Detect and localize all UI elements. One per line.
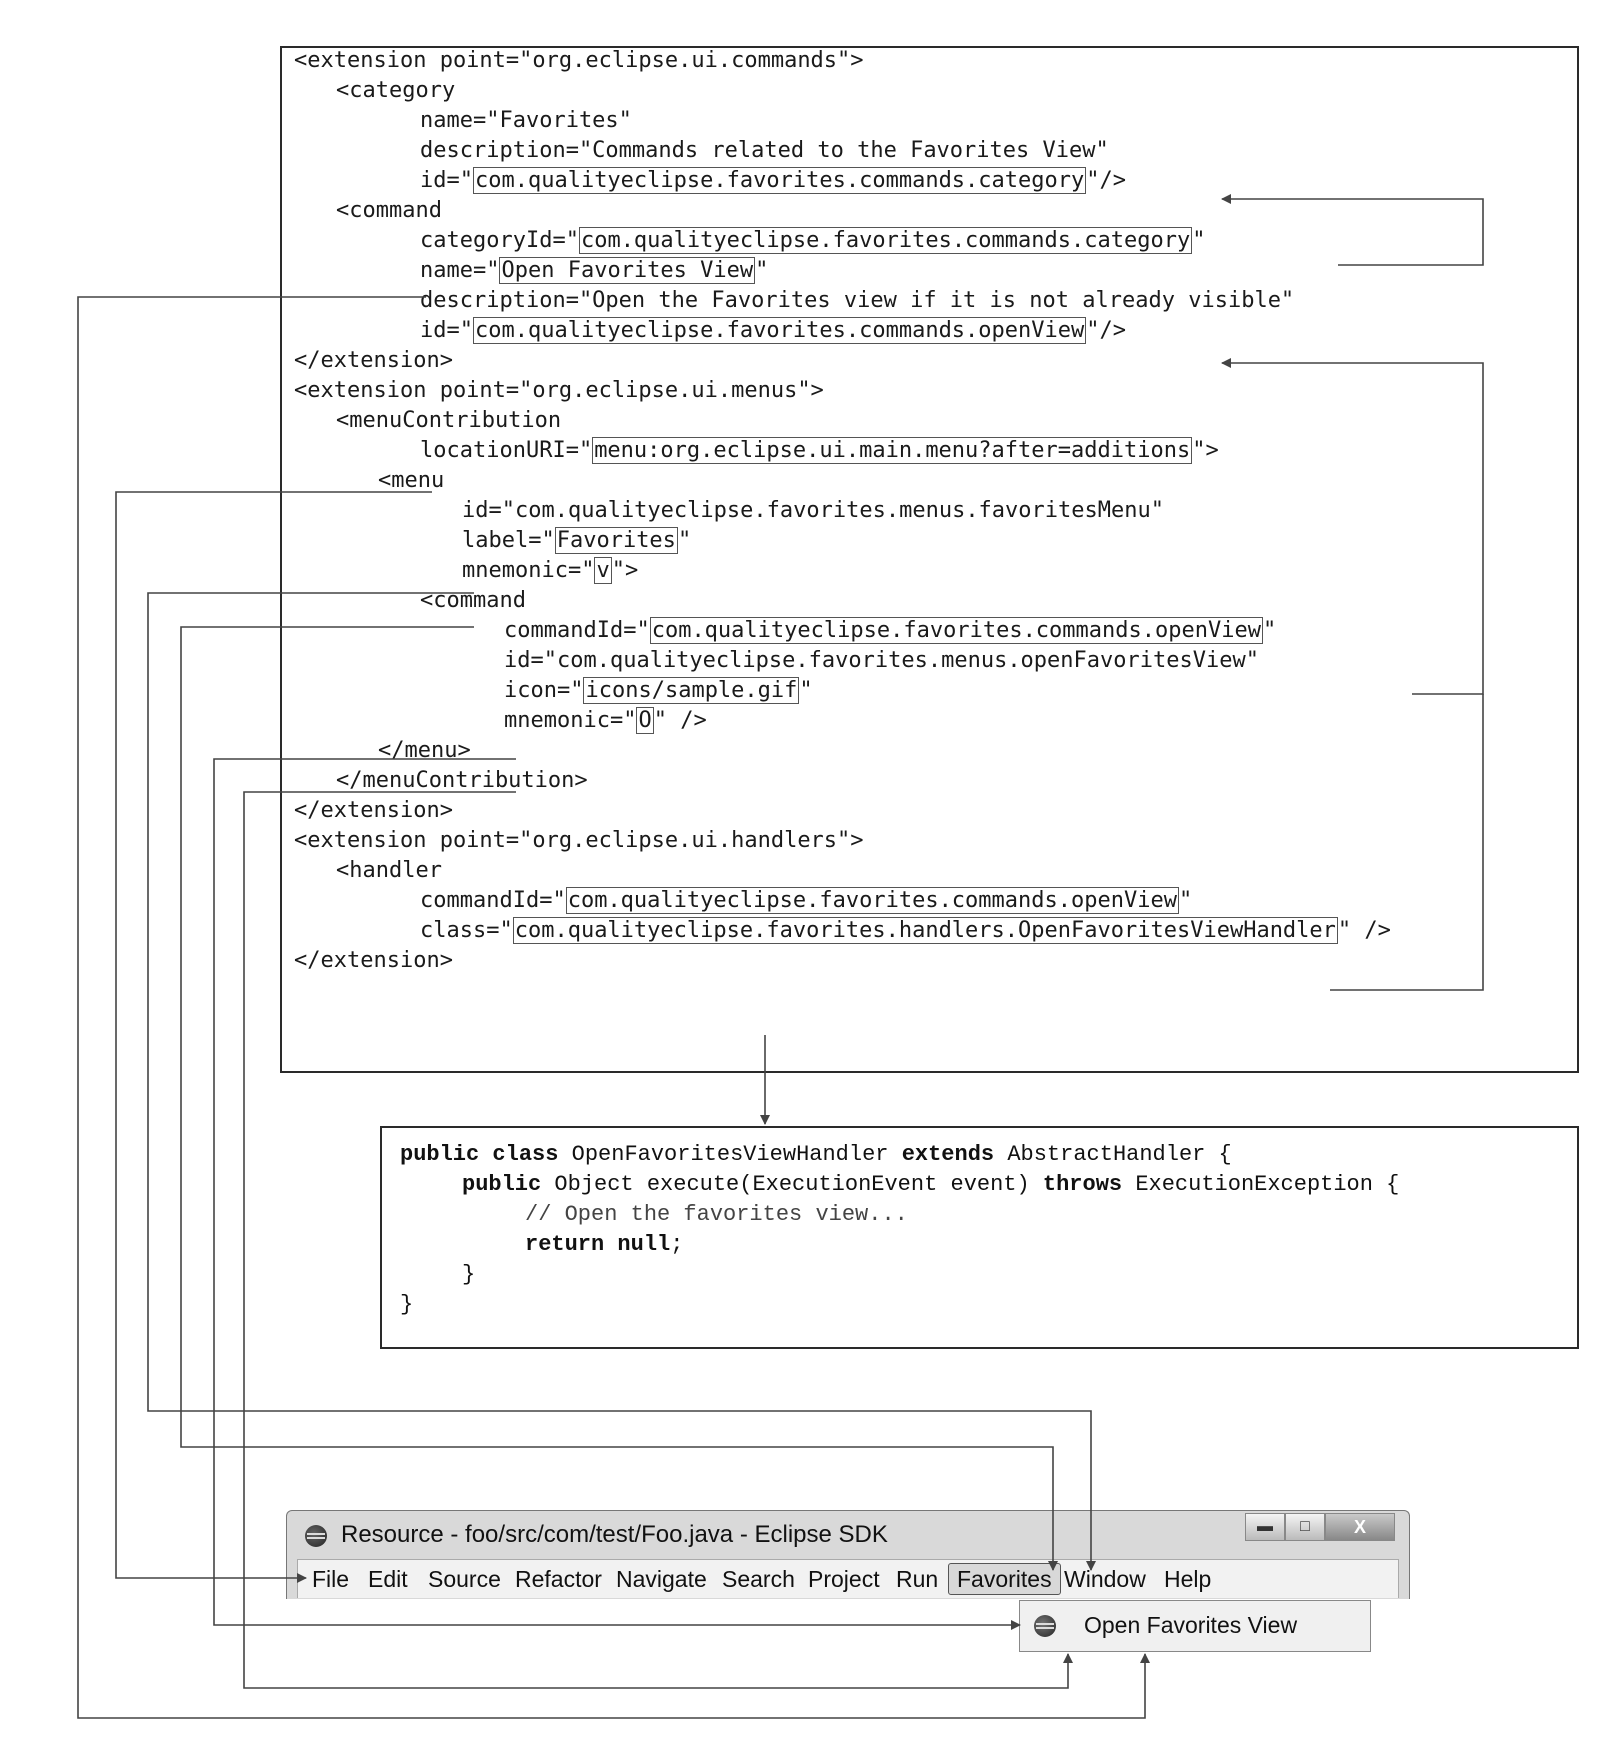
code-line: </extension> (294, 348, 453, 373)
java-line: } (400, 1292, 414, 1317)
wire-location (116, 492, 432, 1578)
code-line: </extension> (294, 798, 453, 823)
wire-handler-command (1330, 694, 1483, 990)
maximize-icon: □ (1300, 1518, 1310, 1535)
window-title: Resource - foo/src/com/test/Foo.java - Eclipse SDK (341, 1521, 888, 1548)
menu-search[interactable]: Search (722, 1566, 795, 1592)
code-line: description="Commands related to the Favorites View" (420, 138, 1109, 163)
menu-window[interactable]: Window (1064, 1566, 1146, 1592)
code-line: label="Favorites" (462, 528, 692, 553)
highlight-menu-mnemonic: v (596, 558, 610, 583)
wire-name (78, 297, 1145, 1718)
code-line: </extension> (294, 948, 453, 973)
menu-favorites[interactable]: Favorites (948, 1563, 1061, 1595)
menu-help[interactable]: Help (1164, 1566, 1212, 1592)
code-line: mnemonic="v"> (462, 558, 639, 583)
highlight-category-ref: com.qualityeclipse.favorites.commands.category (580, 228, 1191, 253)
code-line: <category (336, 78, 456, 103)
code-line: commandId="com.qualityeclipse.favorites.commands.openView" (420, 888, 1193, 913)
highlight-icon-path: icons/sample.gif (585, 678, 798, 703)
code-line: id="com.qualityeclipse.favorites.commands.openView"/> (420, 318, 1127, 343)
code-line: <handler (336, 858, 442, 883)
wire-icon (214, 759, 1020, 1625)
java-line: public Object execute(ExecutionEvent event) throws ExecutionException { (462, 1172, 1400, 1197)
code-line: <menu (378, 468, 445, 493)
java-comment: // Open the favorites view... (525, 1202, 908, 1227)
highlight-item-mnemonic: O (638, 708, 652, 733)
code-line: <extension point="org.eclipse.ui.commands"> (294, 48, 864, 73)
wire-label (148, 593, 1091, 1570)
code-line: </menu> (378, 738, 471, 763)
menu-edit[interactable]: Edit (368, 1566, 408, 1592)
highlight-category-id: com.qualityeclipse.favorites.commands.category (474, 168, 1085, 193)
code-line: id="com.qualityeclipse.favorites.menus.favoritesMenu" (462, 498, 1164, 523)
code-line: <command (336, 198, 442, 223)
java-line: return null; (525, 1232, 684, 1257)
code-line: locationURI="menu:org.eclipse.ui.main.menu?after=additions"> (420, 438, 1219, 463)
code-line: commandId="com.qualityeclipse.favorites.commands.openView" (504, 618, 1277, 643)
code-line: id="com.qualityeclipse.favorites.commands.category"/> (420, 168, 1127, 193)
code-line: id="com.qualityeclipse.favorites.menus.openFavoritesView" (504, 648, 1259, 673)
code-line: <menuContribution (336, 408, 562, 433)
minimize-icon: ▬ (1257, 1518, 1273, 1535)
wire-category (1222, 199, 1483, 265)
highlight-menu-label: Favorites (556, 528, 676, 553)
menu-run[interactable]: Run (896, 1566, 939, 1592)
code-line: <command (420, 588, 526, 613)
code-line: </menuContribution> (336, 768, 588, 793)
code-line: <extension point="org.eclipse.ui.menus"> (294, 378, 824, 403)
code-line: name="Open Favorites View" (420, 258, 769, 283)
wire-command-id (1222, 363, 1483, 694)
code-line: mnemonic="O" /> (504, 708, 707, 733)
code-line: class="com.qualityeclipse.favorites.handlers.OpenFavoritesViewHandler" /> (420, 918, 1391, 943)
java-line: } (462, 1262, 476, 1287)
code-line: name="Favorites" (420, 108, 632, 133)
close-icon: X (1353, 1516, 1366, 1537)
menu-item-open-favorites-view[interactable]: Open Favorites View (1084, 1612, 1298, 1638)
java-line: public class OpenFavoritesViewHandler extends AbstractHandler { (400, 1142, 1232, 1167)
highlight-command-id: com.qualityeclipse.favorites.commands.openView (474, 318, 1085, 343)
menu-navigate[interactable]: Navigate (616, 1566, 707, 1592)
menu-file[interactable]: File (312, 1566, 350, 1592)
highlight-location-uri: menu:org.eclipse.ui.main.menu?after=additions (594, 438, 1191, 463)
wire-mnemonic-o (244, 792, 1068, 1688)
wire-mnemonic-v (181, 627, 1053, 1570)
highlight-handler-class: com.qualityeclipse.favorites.handlers.OpenFavoritesViewHandler (514, 918, 1336, 943)
code-line: <extension point="org.eclipse.ui.handlers"> (294, 828, 864, 853)
code-line: categoryId="com.qualityeclipse.favorites.commands.category" (420, 228, 1206, 253)
highlight-menu-command-id: com.qualityeclipse.favorites.commands.openView (651, 618, 1261, 643)
menu-project[interactable]: Project (808, 1566, 880, 1592)
code-line: icon="icons/sample.gif" (504, 678, 813, 703)
menu-source[interactable]: Source (428, 1566, 501, 1592)
highlight-handler-command-id: com.qualityeclipse.favorites.commands.openView (567, 888, 1177, 913)
code-line: description="Open the Favorites view if it is not already visible" (420, 288, 1295, 313)
menu-refactor[interactable]: Refactor (515, 1566, 602, 1592)
highlight-command-name: Open Favorites View (501, 258, 754, 283)
